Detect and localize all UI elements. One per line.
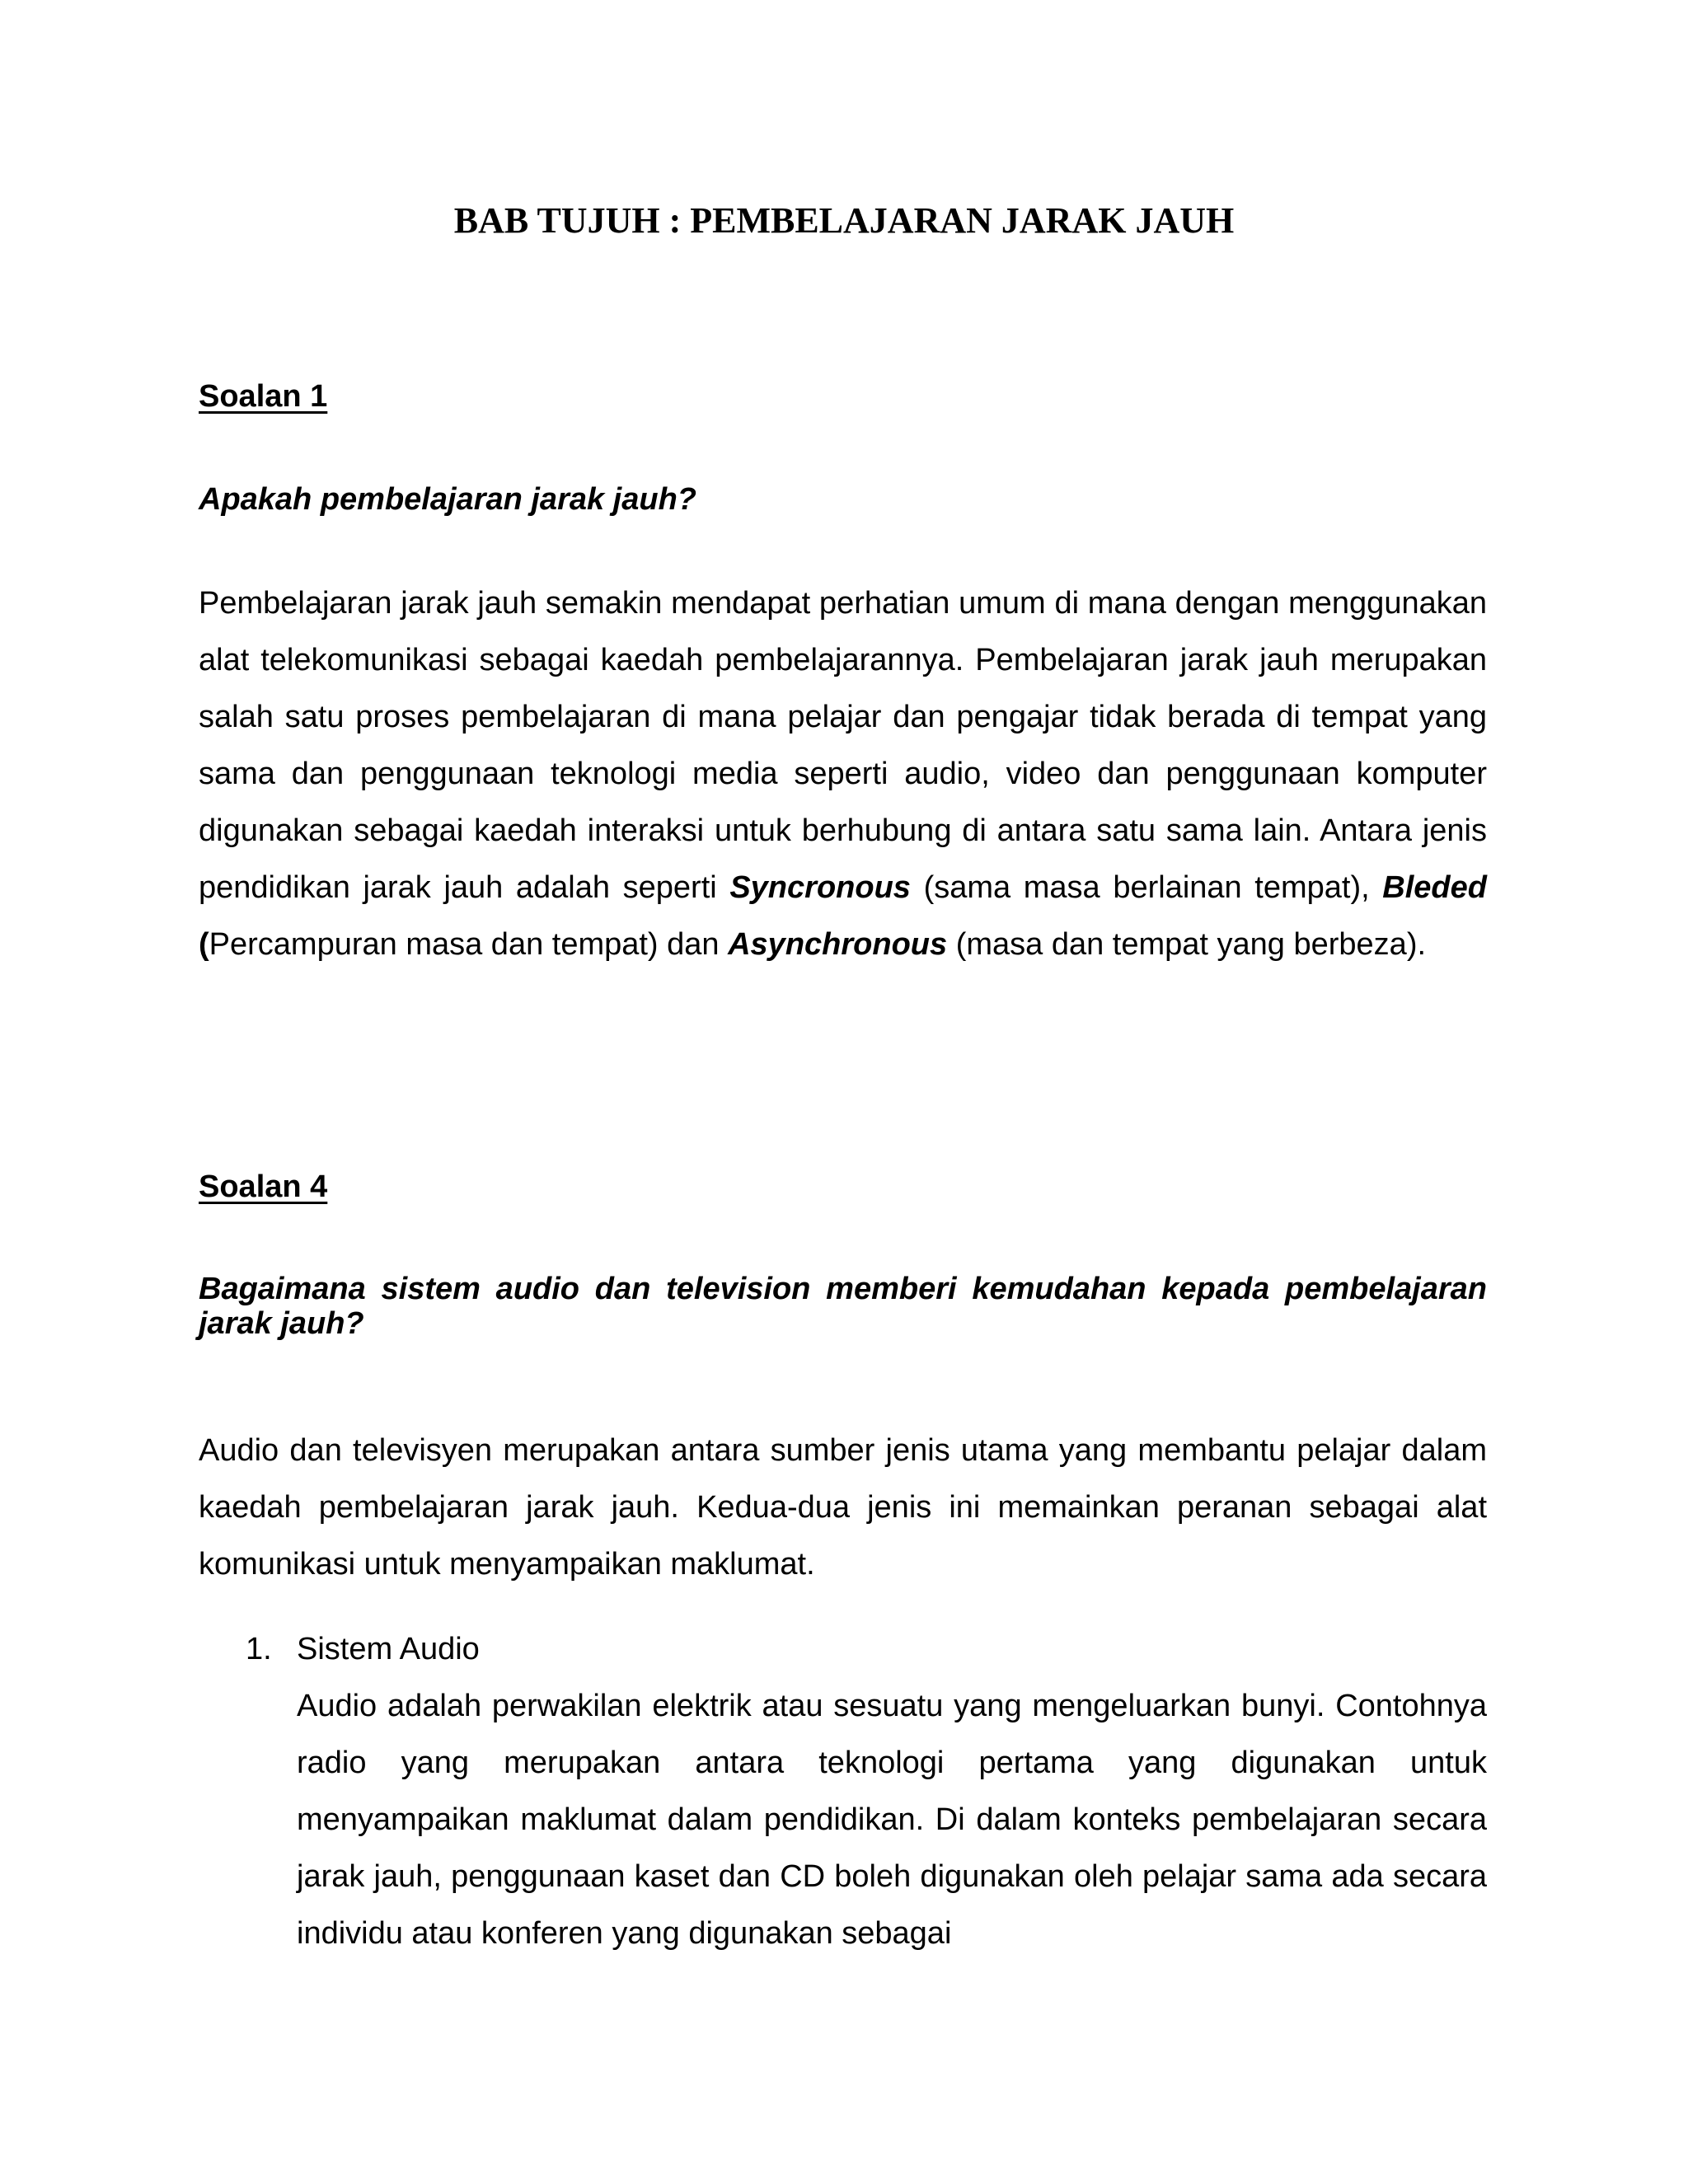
answer-bold-paren: ( (199, 927, 209, 962)
section-heading-soalan-4: Soalan 4 (199, 1169, 328, 1204)
question-soalan-1: Apakah pembelajaran jarak jauh? (199, 482, 697, 517)
answer-paragraph-soalan-1 (199, 575, 1487, 973)
term-bleded: Bleded (1382, 870, 1487, 905)
document-title: BAB TUJUH : PEMBELAJARAN JARAK JAUH (453, 200, 1235, 241)
list-item-sistem-audio (199, 1621, 1487, 1962)
list-item-body: Audio adalah perwakilan elektrik atau sesuatu yang mengeluarkan bunyi. Contohnya radio yang merupakan antara teknologi pertama yang digunakan untuk menyampaikan maklumat dalam pendidikan. Di dalam konteks pembelajaran secara jarak jauh, penggunaan kaset dan CD boleh digunakan oleh pelajar sama ada secara individu atau konferen yang digunakan sebagai (297, 1689, 1487, 1951)
answer-text-part-1: Pembelajaran jarak jauh semakin mendapat perhatian umum di mana dengan menggunakan alat telekomunikasi sebagai kaedah pembelajarannya. Pembelajaran jarak jauh merupakan salah satu proses pembelajaran di mana pelajar dan pengajar tidak berada di tempat yang sama dan penggunaan teknologi media seperti audio, video dan penggunaan komputer digunakan sebagai kaedah interaksi untuk berhubung di antara satu sama lain. Antara jenis pendidikan jarak jauh adalah seperti (199, 586, 1487, 905)
term-syncronous: Syncronous (729, 870, 911, 905)
list-item-title: Sistem Audio (297, 1632, 480, 1666)
answer-text-part-4: (masa dan tempat yang berbeza). (947, 927, 1427, 962)
answer-text-part-2: (sama masa berlainan tempat), (910, 870, 1383, 905)
question-soalan-4: Bagaimana sistem audio dan television memberi kemudahan kepada pembelajaran jarak jauh? (199, 1272, 1487, 1341)
numbered-list (199, 1621, 1487, 1962)
term-asynchronous: Asynchronous (728, 927, 948, 962)
answer-text-part-3: Percampuran masa dan tempat) dan (209, 927, 729, 962)
answer-paragraph-soalan-4: Audio dan televisyen merupakan antara sumber jenis utama yang membantu pelajar dalam kaedah pembelajaran jarak jauh. Kedua-dua jenis ini memainkan peranan sebagai alat komunikasi untuk menyampaikan maklumat. (199, 1433, 1487, 1582)
section-heading-soalan-1: Soalan 1 (199, 379, 328, 414)
list-item-number: 1. (246, 1632, 272, 1666)
